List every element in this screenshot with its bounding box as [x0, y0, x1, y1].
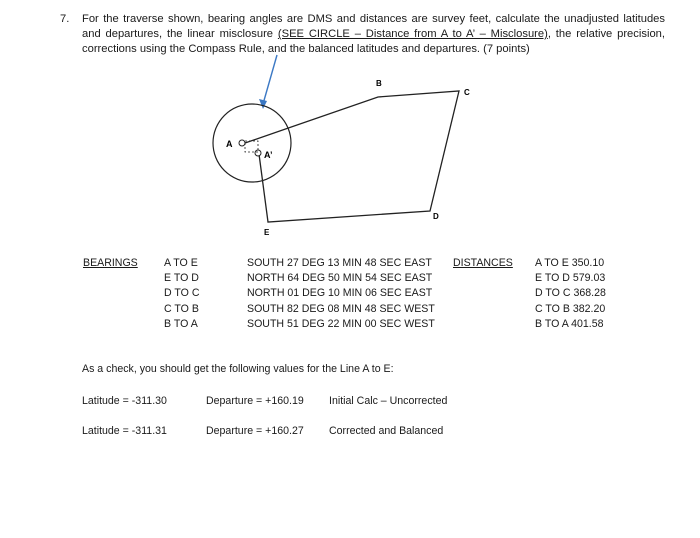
distance-value: D TO C 368.28 [535, 287, 606, 300]
note-corrected: Corrected and Balanced [329, 425, 444, 437]
traverse-polygon [245, 91, 459, 222]
line-name: B TO A [164, 317, 198, 330]
distances-header-column [453, 256, 513, 271]
misclosure-circle [213, 104, 291, 182]
bearing-values-column [247, 256, 435, 332]
bearing-value: SOUTH 27 DEG 13 MIN 48 SEC EAST [247, 257, 432, 269]
latitude-corrected: Latitude = -311.31 [82, 425, 167, 437]
distance-value: C TO B 382.20 [535, 302, 606, 315]
bearing-value: NORTH 64 DEG 50 MIN 54 SEC EAST [247, 272, 433, 285]
note-uncorrected: Initial Calc – Uncorrected [329, 395, 448, 407]
label-c: C [464, 88, 470, 97]
label-e: E [264, 228, 270, 237]
departure-corrected: Departure = +160.27 [206, 425, 304, 437]
point-a [239, 140, 245, 146]
line-name: D TO C [164, 287, 200, 300]
bearings-header-column [83, 256, 138, 271]
question-number: 7. [60, 13, 70, 25]
distance-value: A TO E 350.10 [535, 257, 605, 269]
label-d: D [433, 212, 439, 221]
check-row-uncorrected [82, 395, 582, 409]
label-b: B [376, 79, 382, 88]
question-text-underlined: (SEE CIRCLE – Distance from A to A’ – Misclosure) [277, 28, 548, 40]
latitude-uncorrected: Latitude = -311.30 [82, 395, 167, 407]
bearing-value: SOUTH 82 DEG 08 MIN 48 SEC WEST [247, 302, 435, 315]
label-a: A [226, 139, 233, 149]
departure-uncorrected: Departure = +160.19 [206, 395, 304, 407]
bearings-header: BEARINGS [83, 257, 138, 269]
distance-value: B TO A 401.58 [535, 317, 604, 330]
check-intro: As a check, you should get the following values for the Line A to E: [82, 363, 394, 375]
line-name: A TO E [164, 257, 198, 269]
distance-value: E TO D 579.03 [535, 272, 606, 285]
distance-values-column [535, 256, 606, 332]
line-names-column [164, 256, 200, 332]
check-row-corrected [82, 425, 582, 439]
question-text-part-1: For the traverse shown, bearing angles are DMS and distances are survey feet, calculate the unadjusted latitudes and departures, the linear misclosure [82, 13, 665, 40]
pointer-arrow-line [263, 55, 277, 104]
bearing-value: NORTH 01 DEG 10 MIN 06 SEC EAST [247, 287, 433, 300]
line-name: E TO D [164, 272, 199, 285]
line-name: C TO B [164, 302, 199, 315]
bearing-value: SOUTH 51 DEG 22 MIN 00 SEC WEST [247, 317, 435, 330]
point-a-prime [255, 150, 261, 156]
pointer-arrow-head [259, 99, 267, 109]
label-a-prime: A’ [264, 150, 273, 160]
question-text-part-2: , the relative precision, corrections using the Compass Rule, and the balanced latitudes and departures. (7 points) [82, 28, 665, 55]
distances-header: DISTANCES [453, 257, 513, 269]
